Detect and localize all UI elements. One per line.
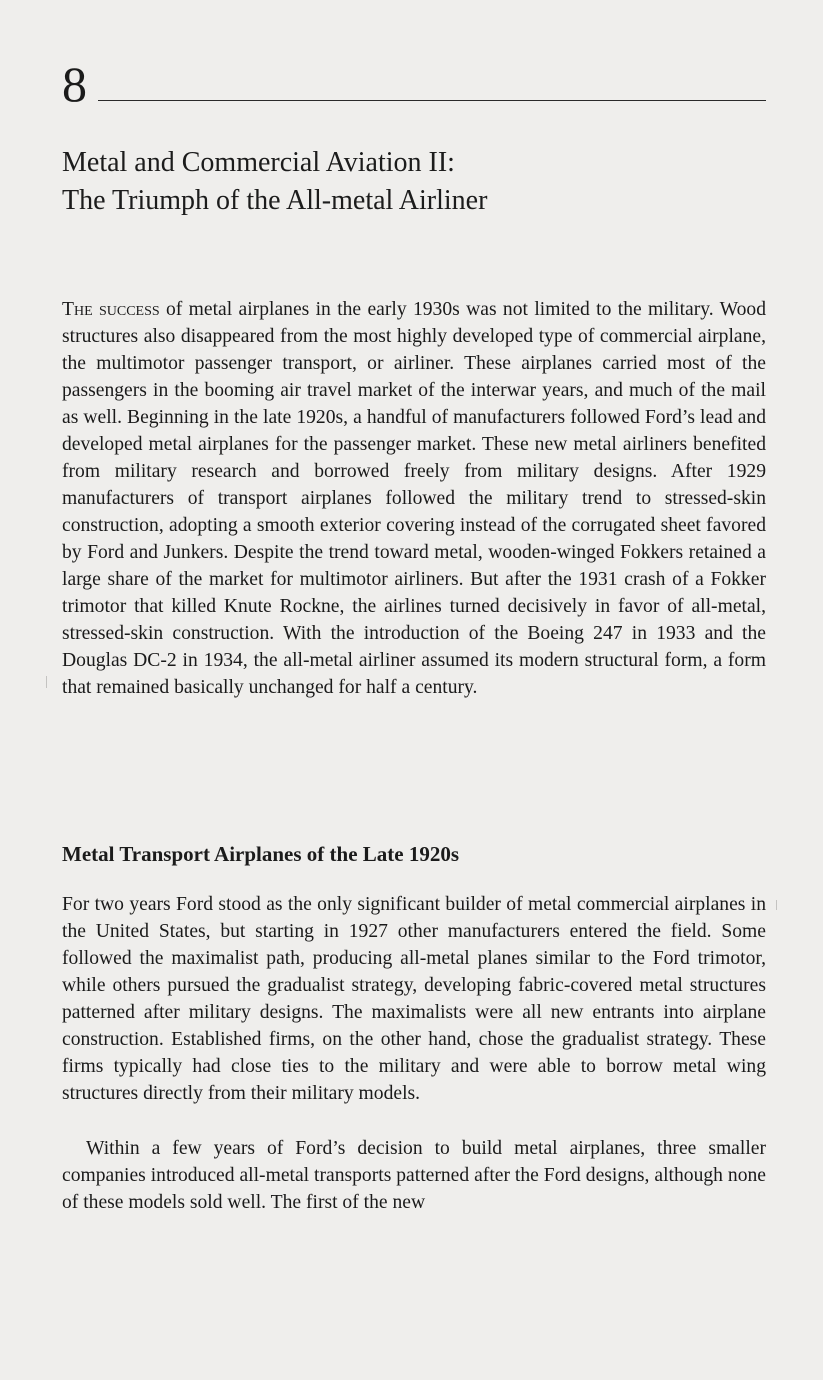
intro-paragraph: [62, 296, 766, 701]
chapter-rule: [98, 100, 766, 101]
section-paragraph-1-text: For two years Ford stood as the only significant builder of metal commercial airplanes in the United States, but starting in 1927 other manufacturers entered the field. Some followed the maximalist path, producing all-metal planes similar to the Ford trimotor, while others pursued the gradualist strategy, developing fabric-covered metal structures patterned after military designs. The maximalists were all new entrants into airplane construction. Established firms, on the other hand, chose the gradualist strategy. These firms typically had close ties to the military and were able to borrow metal wing structures directly from their military models.: [62, 894, 766, 1104]
section-heading: Metal Transport Airplanes of the Late 1920s: [62, 842, 460, 866]
intro-text: of metal airplanes in the early 1930s was not limited to the military. Wood structures also disappeared from the most highly developed type of commercial airplane, the multimotor passenger transport, or airliner. These airplanes carried most of the passengers in the booming air travel market of the interwar years, and much of the mail as well. Beginning in the late 1920s, a handful of manufacturers followed Ford’s lead and developed metal airplanes for the passenger market. These new metal airliners benefited from military research and borrowed freely from military designs. After 1929 manufacturers of transport airplanes followed the military trend to stressed-skin construction, adopting a smooth exterior covering instead of the corrugated sheet favored by Ford and Junkers. Despite the trend toward metal, wooden-winged Fokkers retained a large share of the market for multimotor airliners. But after the 1931 crash of a Fokker trimotor that killed Knute Rockne, the airlines turned decisively in favor of all-metal, stressed-skin construction. With the introduction of the Boeing 247 in 1933 and the Douglas DC-2 in 1934, the all-metal airliner assumed its modern structural form, a form that remained basically unchanged for half a century.: [62, 299, 766, 698]
chapter-title-line-1: Metal and Commercial Aviation II:: [62, 147, 455, 178]
section-paragraph-1: [62, 891, 766, 1107]
page-speck: [46, 676, 47, 688]
chapter-number: 8: [62, 56, 87, 112]
intro-lead-in: The success: [62, 299, 160, 320]
section-paragraph-2: [62, 1135, 766, 1216]
chapter-title-line-2: The Triumph of the All-metal Airliner: [62, 185, 488, 216]
chapter-header: [62, 56, 766, 112]
section-paragraph-2-text: Within a few years of Ford’s decision to build metal airplanes, three smaller companies introduced all-metal transports patterned after the Ford designs, although none of these models sold well. The first of the new: [62, 1138, 766, 1213]
chapter-title: [62, 144, 766, 220]
page-speck: [776, 900, 777, 910]
